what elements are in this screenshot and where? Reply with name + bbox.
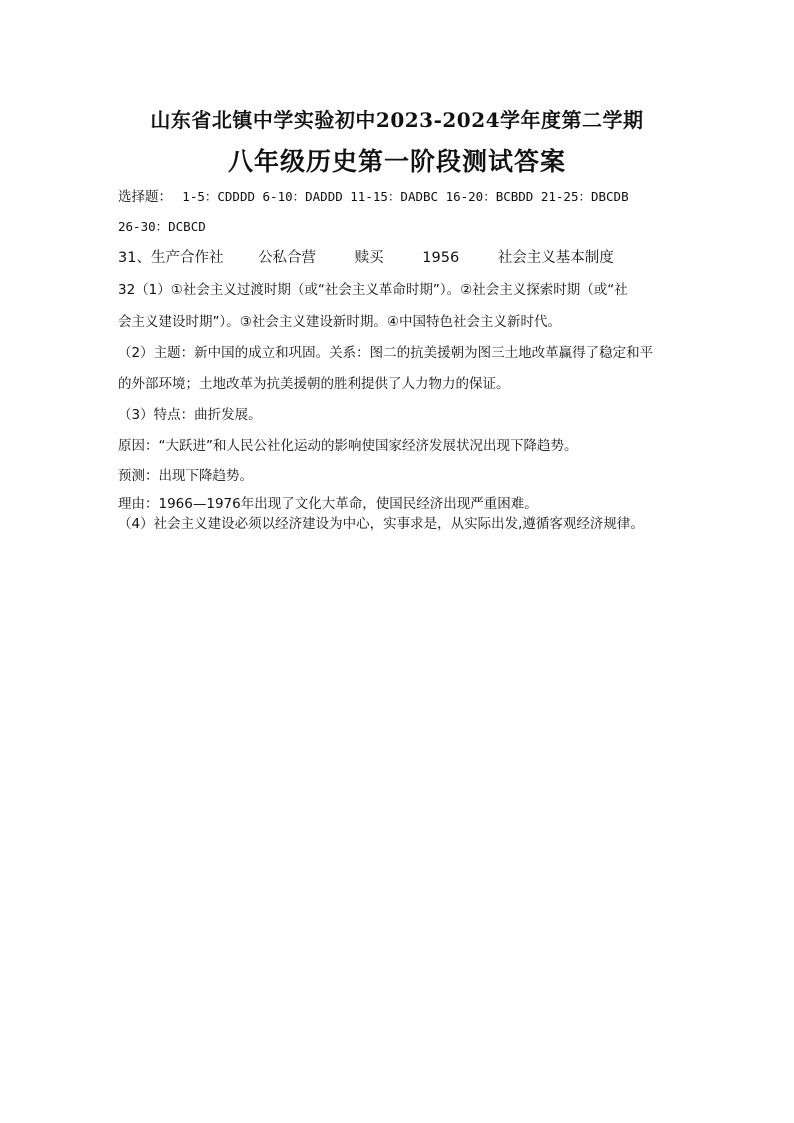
choice-answers-1: 1-5：CDDDD 6-10：DADDD 11-15：DADBC 16-20：BCBDD 21-25：DBCDB — [182, 189, 629, 204]
q32-part2-line2: 的外部环境；土地改革为抗美援朝的胜利提供了人力物力的保证。 — [118, 376, 510, 392]
q32-part3-line1: （3）特点：曲折发展。 — [118, 407, 262, 423]
choice-answers-line2: 26-30：DCBCD — [118, 219, 206, 234]
school-title: 山东省北镇中学实验初中2023-2024学年度第二学期 — [150, 108, 644, 132]
q31-blank-1: 公私合营 — [258, 250, 317, 266]
choice-answers-line1 — [118, 188, 629, 206]
q32-part1-line2: 会主义建设时期”）。③社会主义建设新时期。④中国特色社会主义新时代。 — [118, 314, 561, 330]
q31-blank-3: 1956 — [422, 250, 460, 266]
q31-blank-2: 赎买 — [354, 250, 384, 266]
q32-part3-predict: 预测：出现下降趋势。 — [118, 468, 253, 484]
q32-part3-reason: 原因：“大跃进”和人民公社化运动的影响使国家经济发展状况出现下降趋势。 — [118, 438, 578, 454]
q31-blank-4: 社会主义基本制度 — [497, 250, 614, 266]
exam-title: 八年级历史第一阶段测试答案 — [227, 147, 566, 176]
q32-part2-line1: （2）主题：新中国的成立和巩固。关系：图二的抗美援朝为图三土地改革赢得了稳定和平 — [118, 345, 654, 361]
choice-label: 选择题： — [118, 189, 172, 205]
q32-part1-line1: 32（1）①社会主义过渡时期（或“社会主义革命时期”）。②社会主义探索时期（或“社 — [118, 282, 628, 298]
q32-part4-line1: （4）社会主义建设必须以经济建设为中心，实事求是，从实际出发,遵循客观经济规律。 — [118, 516, 644, 532]
q31-answer — [118, 249, 614, 267]
q31-prefix: 31、生产合作社 — [118, 250, 224, 266]
q32-part3-why: 理由：1966—1976年出现了文化大革命，使国民经济出现严重困难。 — [118, 496, 538, 512]
